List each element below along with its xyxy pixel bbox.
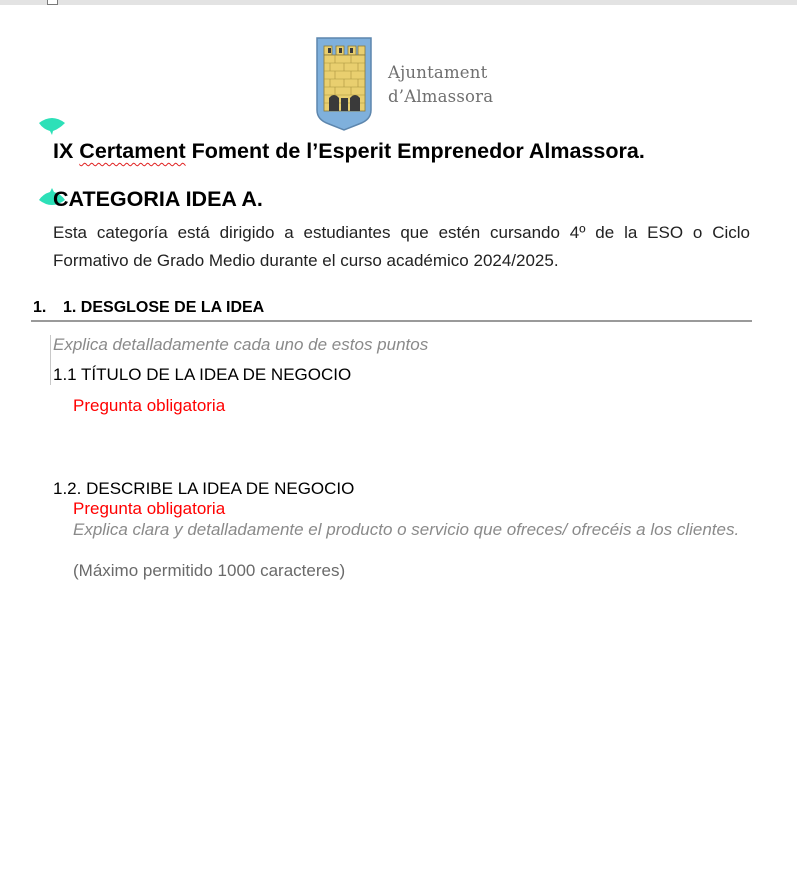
question-1-1-required: Pregunta obligatoria [73, 396, 226, 415]
category-title: CATEGORIA IDEA A. [53, 187, 263, 211]
question-1-2-limit: (Máximo permitido 1000 caracteres) [73, 561, 346, 580]
spelling-error-word[interactable]: Certament [79, 139, 186, 163]
section-divider [31, 320, 752, 322]
section-heading-text: 1. DESGLOSE DE LA IDEA [63, 299, 265, 316]
municipal-logo [315, 36, 495, 132]
category-description: Esta categoría está dirigido a estudiantes que estén cursando 4º de la ESO o Ciclo Formativo de Grado Medio durante el curso académico 2024/2025. [53, 223, 750, 270]
title-suffix: Foment de l’Esperit Emprenedor Almassora. [185, 139, 645, 163]
title-prefix: IX [53, 139, 80, 163]
section-instruction: Explica detalladamente cada uno de estos puntos [53, 335, 429, 354]
coat-of-arms-icon [315, 36, 375, 132]
logo-text-line1: Ajuntament [388, 63, 488, 82]
comment-balloon-icon[interactable] [37, 115, 67, 135]
document-title [53, 139, 645, 164]
ruler-bar [0, 0, 797, 5]
section-heading [33, 299, 264, 317]
section-number: 1. [33, 299, 47, 316]
question-1-2-title: 1.2. DESCRIBE LA IDEA DE NEGOCIO [53, 479, 355, 498]
question-1-1-title: 1.1 TÍTULO DE LA IDEA DE NEGOCIO [53, 365, 352, 384]
text-boundary-guide [50, 335, 51, 385]
question-1-2-required: Pregunta obligatoria [73, 499, 226, 518]
ruler-indent-marker[interactable] [47, 0, 58, 5]
logo-text-line2: d’Almassora [388, 87, 494, 106]
question-1-2-help: Explica clara y detalladamente el producto o servicio que ofreces/ ofrecéis a los clientes. [73, 520, 740, 539]
